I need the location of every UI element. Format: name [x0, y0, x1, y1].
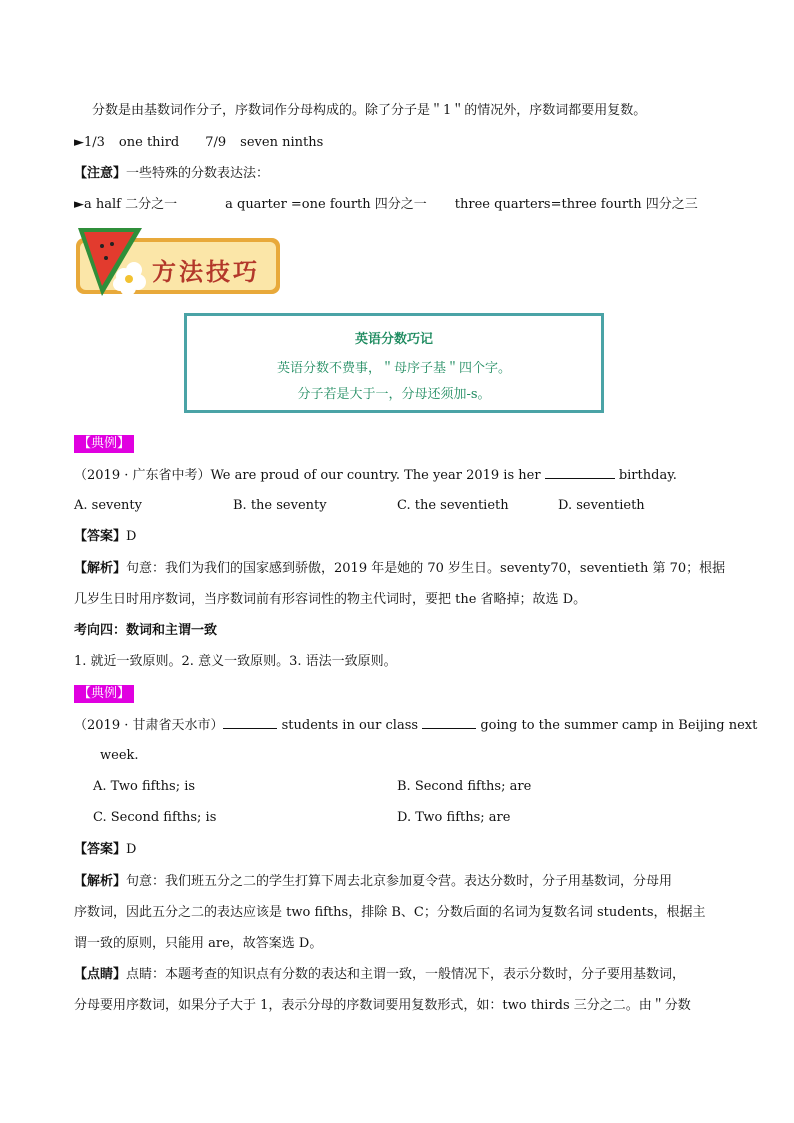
example-tag: 【典例】: [74, 435, 134, 453]
example-line-2: [74, 196, 698, 214]
q1-option-b: B. the seventy: [233, 498, 327, 513]
q1-tag-line: [74, 435, 134, 453]
memo-box: [184, 313, 604, 413]
answer-blank: [545, 466, 615, 479]
note-label: 【注意】: [74, 166, 127, 181]
q1-analysis-line-2: 几岁生日时用序数词，当序数词前有形容词性的物主代词时，要把 the 省略掉；故选 D。: [74, 592, 587, 607]
special-half: a half 二分之一: [84, 197, 178, 212]
note-text: 一些特殊的分数表达法：: [126, 166, 270, 181]
q1-option-d: D. seventieth: [558, 498, 645, 513]
banner-title: 方法技巧: [152, 258, 260, 286]
q1-analysis-line-1: 【解析】句意：我们为我们的国家感到骄傲，2019 年是她的 70 岁生日。seventy70，seventieth 第 70；根据: [74, 561, 726, 576]
intro-paragraph: 分数是由基数词作分子，序数词作分母构成的。除了分子是＂1＂的情况外，序数词都要用复数。: [92, 103, 647, 118]
section-4-rules: 1. 就近一致原则。2. 意义一致原则。3. 语法一致原则。: [74, 654, 397, 669]
special-three-quarters: three quarters=three fourth 四分之三: [454, 197, 698, 212]
q2-answer: 【答案】D: [74, 842, 137, 857]
example-fraction-a: 1/3: [84, 135, 105, 150]
note-line: [74, 165, 269, 183]
q1-option-c: C. the seventieth: [397, 498, 509, 513]
method-banner: [72, 224, 284, 300]
q2-option-a: A. Two fifths; is: [93, 779, 196, 794]
special-quarter: a quarter =one fourth 四分之一: [225, 197, 427, 212]
q2-stem-line-1: （2019 · 甘肃省天水市） students in our class going to the summer camp in Beijing next: [74, 718, 758, 733]
answer-blank: [223, 716, 277, 729]
q2-tag-line: [74, 685, 134, 703]
example-tag: 【典例】: [74, 685, 134, 703]
memo-line-1: 英语分数不费事，＂母序子基＂四个字。: [276, 361, 511, 376]
q2-option-d: D. Two fifths; are: [397, 810, 511, 825]
q2-tip-line-2: 分母要用序数词，如果分子大于 1，表示分母的序数词要用复数形式，如：two thirds 三分之二。由＂分数: [74, 998, 691, 1013]
q2-stem-line-2: week.: [100, 748, 139, 763]
q1-stem: （2019 · 广东省中考）We are proud of our country. The year 2019 is her birthday.: [74, 468, 677, 483]
example-fraction-b: 7/9: [205, 135, 227, 150]
q2-option-b: B. Second fifths; are: [397, 779, 532, 794]
example-word-b: seven ninths: [240, 135, 324, 150]
q1-answer: 【答案】D: [74, 529, 137, 544]
answer-blank: [422, 716, 476, 729]
memo-line-2: 分子若是大于一，分母还须加-s。: [297, 387, 491, 402]
q2-option-c: C. Second fifths; is: [93, 810, 217, 825]
arrow-icon: ►: [74, 197, 84, 212]
q2-analysis-line-1: 【解析】句意：我们班五分之二的学生打算下周去北京参加夏令营。表达分数时，分子用基数词，分母用: [74, 874, 673, 889]
q2-analysis-line-2: 序数词，因此五分之二的表达应该是 two fifths，排除 B、C；分数后面的名词为复数名词 students，根据主: [74, 905, 706, 920]
q2-analysis-line-3: 谓一致的原则，只能用 are，故答案选 D。: [74, 936, 323, 951]
example-word-a: one third: [118, 135, 180, 150]
example-line-1: [74, 134, 323, 152]
q1-option-a: A. seventy: [74, 498, 142, 513]
arrow-icon: ►: [74, 135, 84, 150]
section-4-heading: 考向四：数词和主谓一致: [74, 623, 218, 638]
memo-title: 英语分数巧记: [354, 332, 433, 347]
q2-tip-line-1: 【点睛】点睛：本题考查的知识点有分数的表达和主谓一致，一般情况下，表示分数时，分子要用基数词，: [74, 967, 686, 982]
